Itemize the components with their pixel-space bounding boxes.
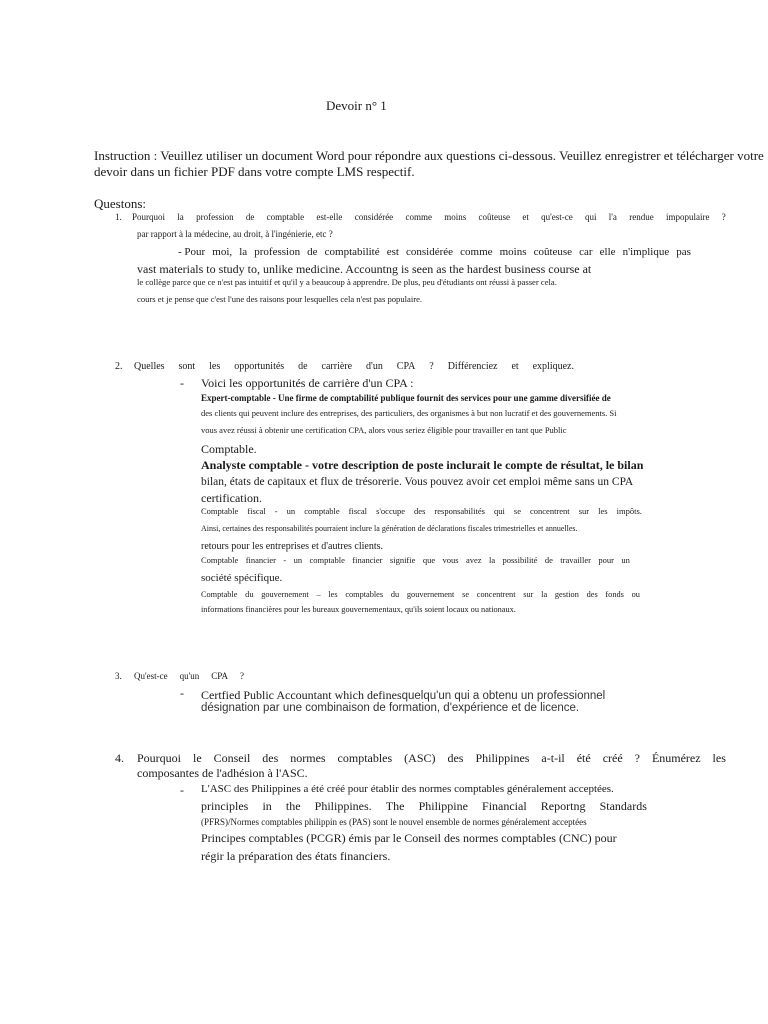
word: in xyxy=(262,799,272,813)
word: de xyxy=(298,361,308,372)
word: se xyxy=(462,590,470,599)
expert-comptable-heading: Expert-comptable - Une firme de comptabilité publique fournit des services pour une gamme diversifiée de xyxy=(201,393,611,403)
word: Financial xyxy=(482,799,527,813)
question-1-number: 1. xyxy=(115,212,122,222)
question-1-line-2: par rapport à la médecine, au droit, à l'ingénierie, etc ? xyxy=(137,229,333,239)
word: les xyxy=(712,751,726,765)
word: se xyxy=(513,506,521,516)
word: financier xyxy=(352,555,383,565)
answer-4-line-4: Principes comptables (PCGR) émis par le Conseil des normes comptables (CNC) pour xyxy=(201,831,617,845)
analyste-comptable-line-2: bilan, états de capitaux et flux de trésorerie. Vous pouvez avoir cet emploi même sans un CPA xyxy=(201,476,634,488)
word: comptable xyxy=(266,212,305,222)
word: de xyxy=(544,555,553,565)
analyste-comptable-heading: Analyste comptable - votre description de poste inclurait le compte de résultat, le bilan xyxy=(201,458,644,472)
word: Standards xyxy=(599,799,647,813)
answer-3-line-1-serif-part: Certfied Public Accountant which defines xyxy=(201,688,402,702)
word: Différenciez xyxy=(447,361,498,372)
expert-comptable-line-4: Comptable. xyxy=(201,442,257,456)
word: elle xyxy=(599,246,616,258)
word: travailler xyxy=(560,555,591,565)
word: créé xyxy=(602,751,623,765)
question-4-line-1 xyxy=(137,752,726,766)
word: qu'un xyxy=(179,671,200,681)
word: vous xyxy=(442,555,459,565)
answer-3-line-2: désignation par une combinaison de formation, d'expérience et de licence. xyxy=(201,702,580,714)
word: signifie xyxy=(389,555,416,565)
answer-4-line-3: (PFRS)/Normes comptables philippin es (PAS) sont le nouvel ensemble de normes généralement acceptées xyxy=(201,817,587,827)
word: sur xyxy=(523,590,534,599)
word: les xyxy=(598,506,608,516)
word: Qu'est-ce xyxy=(134,671,168,681)
word: coûteuse xyxy=(478,212,511,222)
question-4-line-2: composantes de l'adhésion à l'ASC. xyxy=(137,766,308,780)
question-3-text xyxy=(134,671,244,681)
comptable-fiscal-line-1 xyxy=(201,507,642,517)
word: ? xyxy=(239,671,244,681)
word: comptable xyxy=(304,506,340,516)
word: fonds xyxy=(605,590,624,599)
word: opportunités xyxy=(234,361,285,372)
word: impôts. xyxy=(616,506,642,516)
word: ? xyxy=(634,751,640,765)
answer-1-line-1 xyxy=(178,246,691,259)
word: comptables xyxy=(337,751,393,765)
word: gouvernement xyxy=(406,590,455,599)
expert-comptable-line-3: vous avez réussi à obtenir une certification CPA, alors vous seriez éligible pour travailler en tant que Public xyxy=(201,425,567,435)
word: un xyxy=(293,555,303,565)
word: la xyxy=(541,590,548,599)
word: Quelles xyxy=(134,361,165,372)
instruction-line-2: devoir dans un fichier PDF dans votre compte LMS respectif. xyxy=(94,164,415,179)
word: été xyxy=(576,751,591,765)
word: profession xyxy=(254,246,301,258)
word: ? xyxy=(429,361,434,372)
word: considérée xyxy=(354,212,394,222)
word: Comptable xyxy=(201,506,239,516)
word: des xyxy=(414,506,426,516)
word: Philippines. xyxy=(314,799,372,813)
comptable-fiscal-line-3: retours pour les entreprises et d'autres clients. xyxy=(201,541,384,552)
word: carrière xyxy=(321,361,353,372)
comptable-financier-line-2: société spécifique. xyxy=(201,572,283,584)
answer-4-line-2 xyxy=(201,800,647,814)
word: moi, xyxy=(212,246,233,258)
word: Pourquoi xyxy=(132,212,166,222)
word: concentrent xyxy=(530,506,570,516)
word: qu'est-ce xyxy=(541,212,573,222)
word: du xyxy=(245,590,254,599)
word: considérée xyxy=(406,246,454,258)
answer-4-line-1: L'ASC des Philippines a été créé pour établir des normes comptables généralement acceptées. xyxy=(201,783,614,795)
word: principles xyxy=(201,799,249,813)
questions-heading: Questons: xyxy=(94,196,146,211)
word: moins xyxy=(444,212,467,222)
word: la xyxy=(488,555,496,565)
word: responsabilités xyxy=(434,506,485,516)
word: est xyxy=(386,246,399,258)
instruction-line-1: Instruction : Veuillez utiliser un document Word pour répondre aux questions ci-dessous. Veuillez enregistrer et télécharger votre xyxy=(94,148,764,163)
question-2-text xyxy=(134,361,574,373)
word: comptable xyxy=(309,555,345,565)
word: l'a xyxy=(608,212,617,222)
question-2-number: 2. xyxy=(115,361,123,372)
word: normes xyxy=(290,751,326,765)
word: financier xyxy=(245,555,276,565)
word: est-elle xyxy=(316,212,343,222)
word: moins xyxy=(499,246,527,258)
word: fiscal xyxy=(348,506,368,516)
word: a-t-il xyxy=(541,751,565,765)
word: avez xyxy=(465,555,482,565)
answer-3-bullet: - xyxy=(180,686,184,700)
word: et xyxy=(522,212,529,222)
word: qui xyxy=(585,212,597,222)
word: CPA xyxy=(211,671,228,681)
word: la xyxy=(239,246,248,258)
word: Comptable xyxy=(201,590,238,599)
word: rendue xyxy=(629,212,654,222)
word: profession xyxy=(196,212,234,222)
answer-1-line-2: vast materials to study to, unlike medicine. Accountng is seen as the hardest business course at xyxy=(137,262,592,276)
expert-comptable-line-2: des clients qui peuvent inclure des entreprises, des particuliers, des organismes à but non lucratif et des gouvernements. Si xyxy=(201,408,617,418)
word: comme xyxy=(460,246,493,258)
word: the xyxy=(285,799,301,813)
comptable-fiscal-line-2: Ainsi, certaines des responsabilités pourraient inclure la génération de déclarations fiscales trimestrielles et annuelles. xyxy=(201,524,578,533)
word: comptabilité xyxy=(324,246,380,258)
word: des xyxy=(586,590,598,599)
word: - xyxy=(274,506,278,516)
answer-2-bullet: - xyxy=(180,376,184,390)
word: sur xyxy=(578,506,590,516)
answer-4-bullet: - xyxy=(180,783,184,797)
word: de xyxy=(245,212,255,222)
word: n'implique xyxy=(622,246,670,258)
word: possibilité xyxy=(502,555,538,565)
word: des xyxy=(447,751,464,765)
word: les xyxy=(328,590,338,599)
word: pas xyxy=(676,246,691,258)
word: impopulaire xyxy=(665,212,710,222)
word: gestion xyxy=(554,590,579,599)
word: Philippine xyxy=(418,799,468,813)
document-title: Devoir n° 1 xyxy=(326,98,387,113)
word: s'occupe xyxy=(376,506,406,516)
word: gouvernement xyxy=(261,590,309,599)
word: un xyxy=(621,555,630,565)
answer-2-intro: Voici les opportunités de carrière d'un CPA : xyxy=(201,376,414,390)
word: sont xyxy=(178,361,196,372)
analyste-comptable-line-3: certification. xyxy=(201,491,262,505)
comptable-financier-line-1 xyxy=(201,556,630,566)
word: Énumérez xyxy=(651,751,701,765)
answer-1-line-3: le collège parce que ce n'est pas intuitif et qu'il y a beaucoup à apprendre. De plus, peu d'étudiants ont réussi à passer cela. xyxy=(137,277,557,287)
word: des xyxy=(262,751,279,765)
word: du xyxy=(390,590,400,599)
answer-1-line-4: cours et je pense que c'est l'une des raisons pour lesquelles cela n'est pas populaire. xyxy=(137,294,423,304)
word: que xyxy=(422,555,436,565)
word: Reportng xyxy=(540,799,586,813)
question-1-line-1 xyxy=(132,212,726,222)
word: la xyxy=(177,212,184,222)
comptable-gouvernement-line-2: informations financières pour les bureaux gouvernementaux, qu'ils soient locaux ou nationaux. xyxy=(201,605,516,614)
word: car xyxy=(579,246,593,258)
word: - Pour xyxy=(178,246,206,258)
word: comptables xyxy=(345,590,384,599)
word: coûteuse xyxy=(533,246,573,258)
word: Philippines xyxy=(475,751,530,765)
word: le xyxy=(192,751,202,765)
word: ? xyxy=(721,212,726,222)
word: The xyxy=(385,799,405,813)
comptable-gouvernement-line-1 xyxy=(201,590,640,600)
question-4-number: 4. xyxy=(115,751,124,765)
word: – xyxy=(316,590,321,599)
word: ou xyxy=(631,590,640,599)
word: fiscal xyxy=(247,506,266,516)
word: et xyxy=(511,361,519,372)
answer-3-line-1-sans-part: quelqu'un qui a obtenu un professionnel xyxy=(401,690,606,702)
word: CPA xyxy=(396,361,416,372)
word: qui xyxy=(493,506,505,516)
word: Conseil xyxy=(213,751,251,765)
question-3-number: 3. xyxy=(115,671,122,681)
word: (ASC) xyxy=(404,751,436,765)
word: d'un xyxy=(366,361,383,372)
word: comme xyxy=(405,212,432,222)
word: de xyxy=(307,246,318,258)
word: concentrent xyxy=(476,590,516,599)
word: un xyxy=(286,506,296,516)
word: - xyxy=(283,555,287,565)
word: pour xyxy=(598,555,614,565)
word: Comptable xyxy=(201,555,239,565)
word: les xyxy=(209,361,221,372)
answer-4-line-5: régir la préparation des états financiers. xyxy=(201,849,391,863)
word: Pourquoi xyxy=(137,751,182,765)
word: expliquez. xyxy=(532,361,574,372)
